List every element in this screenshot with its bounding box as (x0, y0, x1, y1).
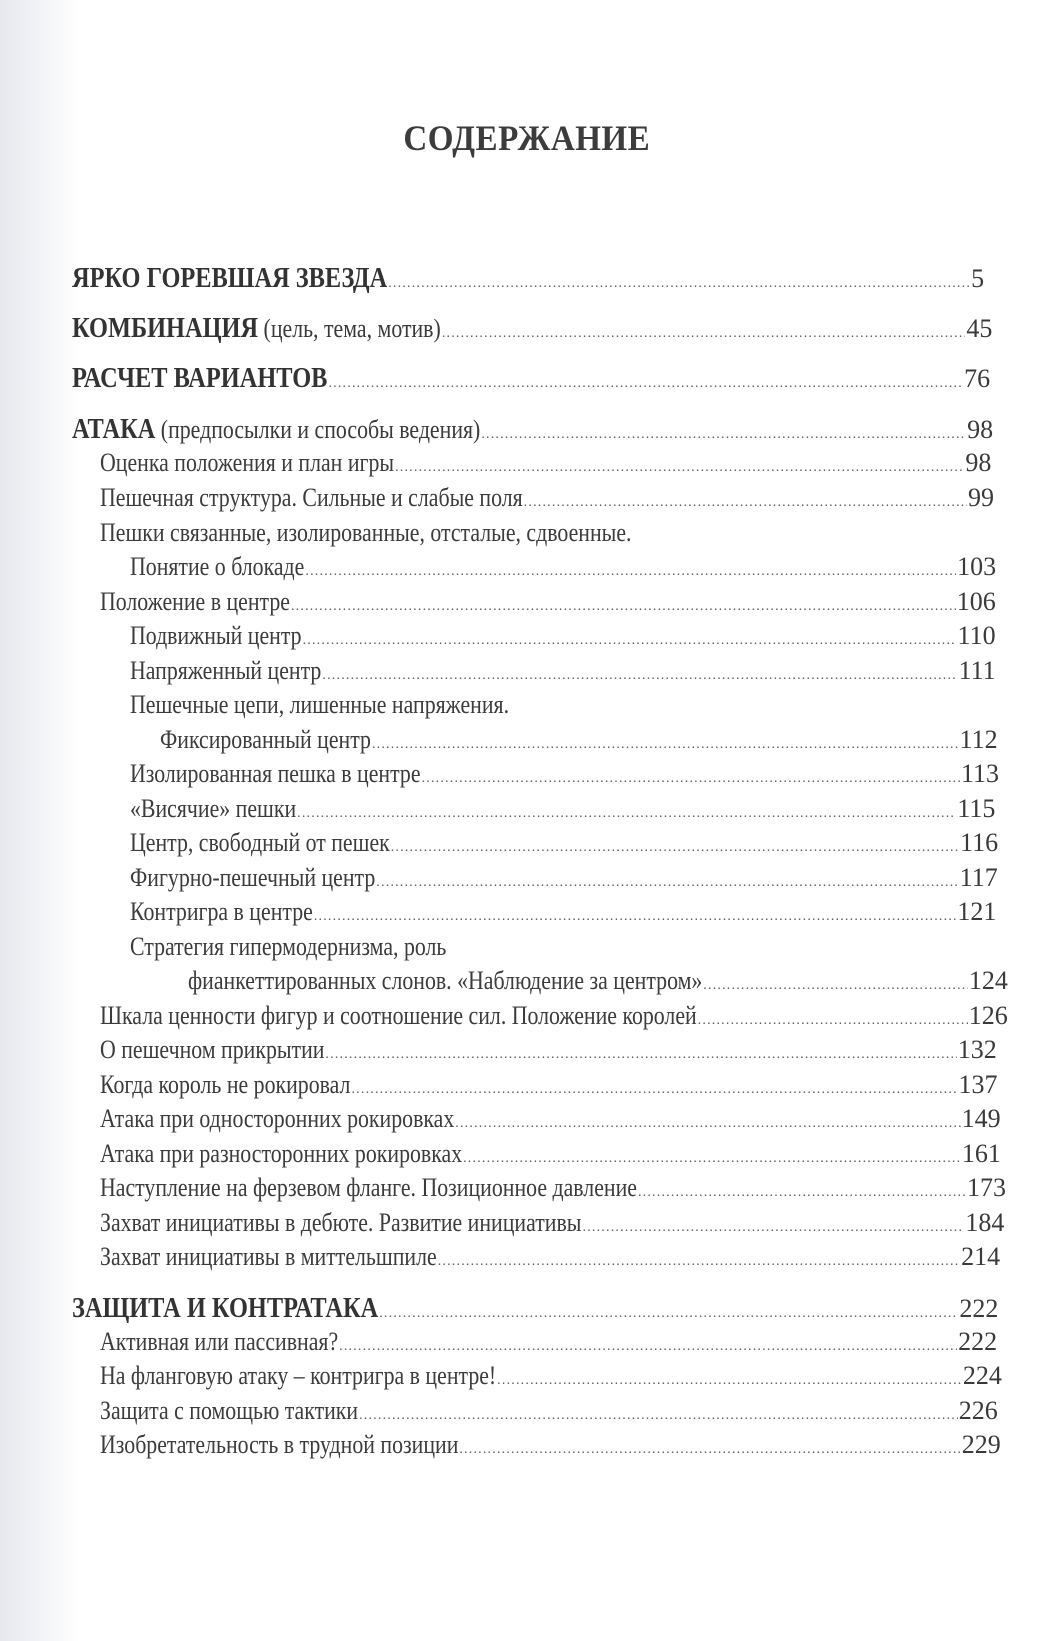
dot-leader (422, 771, 960, 787)
toc-entry (0, 794, 1053, 828)
toc-entry (0, 690, 1053, 724)
chapter-subtitle: (предпосылки и способы ведения) (155, 415, 481, 444)
toc-entry (0, 1361, 1053, 1395)
toc-entry (0, 1139, 1053, 1173)
dot-leader (291, 599, 956, 615)
page-number: 99 (967, 483, 994, 512)
section-title: Захват инициативы в миттельшпиле (100, 1242, 437, 1271)
page-number: 126 (968, 1001, 1008, 1030)
page-number: 229 (961, 1430, 1001, 1459)
toc-entry (0, 725, 1053, 759)
dot-leader (438, 1254, 960, 1270)
toc-chapter (0, 262, 1053, 296)
dot-leader (388, 276, 970, 292)
toc-chapter (0, 312, 1053, 346)
section-title: О пешечном прикрытии (100, 1035, 325, 1064)
dot-leader (481, 427, 966, 443)
page-number: 214 (961, 1242, 1001, 1271)
section-title: Центр, свободный от пешек (130, 828, 390, 857)
dot-leader (351, 1082, 957, 1098)
toc-chapter (0, 413, 1053, 447)
section-title: Подвижный центр (130, 621, 302, 650)
dot-leader (359, 1408, 958, 1424)
toc-chapter (0, 362, 1053, 396)
toc-chapter (0, 1292, 1053, 1326)
page-number: 5 (971, 264, 985, 293)
section-title: «Висячие» пешки (130, 794, 297, 823)
chapter-heading: РАСЧЕТ ВАРИАНТОВ (72, 362, 328, 394)
dot-leader (372, 737, 959, 753)
page-number: 184 (965, 1208, 1005, 1237)
page-number: 116 (960, 828, 999, 857)
dot-leader (322, 668, 957, 684)
toc-entry (0, 448, 1053, 482)
section-title: Контригра в центре (130, 897, 313, 926)
section-title: Напряженный центр (130, 656, 322, 685)
toc-entry (0, 897, 1053, 931)
page-number: 149 (961, 1104, 1001, 1133)
dot-leader (314, 909, 957, 925)
chapter-subtitle: (цель, тема, мотив) (258, 314, 441, 343)
page-number: 106 (956, 587, 996, 616)
toc-entry (0, 621, 1053, 655)
page-number: 110 (957, 621, 996, 650)
page-title: СОДЕРЖАНИЕ (403, 118, 651, 158)
page-number: 103 (957, 552, 997, 581)
dot-leader (328, 376, 963, 392)
section-title: Пешки связанные, изолированные, отсталые, сдвоенные. (100, 518, 632, 547)
toc-entry (0, 1001, 1053, 1035)
dot-leader (497, 1373, 962, 1389)
page-number: 132 (957, 1035, 997, 1064)
page-number: 98 (967, 415, 994, 444)
section-title: Атака при разносторонних рокировках (100, 1139, 463, 1168)
dot-leader (391, 840, 959, 856)
dot-leader (524, 495, 967, 511)
toc-entry (0, 863, 1053, 897)
chapter-heading: ЯРКО ГОРЕВШАЯ ЗВЕЗДА (72, 262, 388, 294)
section-title: Шкала ценности фигур и соотношение сил. Положение королей (100, 1001, 697, 1030)
toc-entry (0, 932, 1053, 966)
toc-entry (0, 518, 1053, 552)
dot-leader (455, 1116, 960, 1132)
page-number: 124 (968, 966, 1008, 995)
toc-entry (0, 587, 1053, 621)
section-title: Защита с помощью тактики (100, 1396, 359, 1425)
toc-entry (0, 1173, 1053, 1207)
page-number: 98 (965, 448, 992, 477)
page-number: 117 (959, 863, 998, 892)
dot-leader (395, 460, 964, 476)
page-number: 173 (967, 1173, 1006, 1202)
section-title: Оценка положения и план игры (100, 448, 395, 477)
dot-leader (459, 1442, 960, 1458)
page-number: 121 (957, 897, 997, 926)
page-number: 115 (957, 794, 996, 823)
section-title: Изолированная пешка в центре (130, 759, 421, 788)
chapter-heading: ЗАЩИТА И КОНТРАТАКА (72, 1292, 379, 1324)
dot-leader (583, 1220, 965, 1236)
page-number: 222 (959, 1294, 999, 1323)
toc-entry (0, 552, 1053, 586)
page-number: 112 (959, 725, 998, 754)
page-number: 111 (958, 656, 996, 685)
toc-entry (0, 483, 1053, 517)
toc-entry (0, 1396, 1053, 1430)
toc-entry (0, 656, 1053, 690)
dot-leader (325, 1047, 956, 1063)
dot-leader (379, 1306, 958, 1322)
dot-leader (442, 326, 966, 342)
section-title: Стратегия гипермодернизма, роль (130, 932, 447, 961)
section-title: Атака при односторонних рокировках (100, 1104, 455, 1133)
dot-leader (638, 1185, 966, 1201)
section-title: Захват инициативы в дебюте. Развитие инициативы (100, 1208, 582, 1237)
dot-leader (303, 633, 957, 649)
section-title: Изобретательность в трудной позиции (100, 1430, 459, 1459)
dot-leader (698, 1013, 968, 1029)
toc-entry (0, 1070, 1053, 1104)
chapter-heading: АТАКА (72, 413, 156, 445)
dot-leader (297, 806, 956, 822)
section-title: фианкеттированных слонов. «Наблюдение за центром» (188, 966, 703, 995)
page-number: 45 (966, 314, 993, 343)
section-title: Положение в центре (100, 587, 290, 616)
section-title: Когда король не рокировал (100, 1070, 351, 1099)
dot-leader (463, 1151, 961, 1167)
toc-entry (0, 1327, 1053, 1361)
section-title: Понятие о блокаде (130, 552, 305, 581)
page-number: 113 (960, 759, 1000, 788)
section-title: Пешечная структура. Сильные и слабые поля (100, 483, 523, 512)
page-number: 161 (961, 1139, 1001, 1168)
toc-entry (0, 828, 1053, 862)
page-number: 226 (958, 1396, 998, 1425)
chapter-heading: КОМБИНАЦИЯ (72, 312, 259, 344)
toc-entry (0, 1035, 1053, 1069)
section-title: На фланговую атаку – контригра в центре! (100, 1361, 497, 1390)
section-title: Фиксированный центр (160, 725, 371, 754)
page-number: 76 (964, 364, 991, 393)
page-number: 137 (958, 1070, 998, 1099)
dot-leader (339, 1339, 957, 1355)
toc-entry (0, 1208, 1053, 1242)
toc-entry (0, 1430, 1053, 1464)
section-title: Активная или пассивная? (100, 1327, 339, 1356)
toc-entry (0, 1104, 1053, 1138)
page-number: 222 (958, 1327, 998, 1356)
section-title: Наступление на ферзевом фланге. Позиционное давление (100, 1173, 637, 1202)
dot-leader (703, 978, 968, 994)
section-title: Фигурно-пешечный центр (130, 863, 376, 892)
page-number: 224 (962, 1361, 1002, 1390)
toc-entry (0, 1242, 1053, 1276)
toc-entry (0, 966, 1053, 1000)
toc-entry (0, 759, 1053, 793)
section-title: Пешечные цепи, лишенные напряжения. (130, 690, 510, 719)
dot-leader (305, 564, 956, 580)
dot-leader (376, 875, 958, 891)
